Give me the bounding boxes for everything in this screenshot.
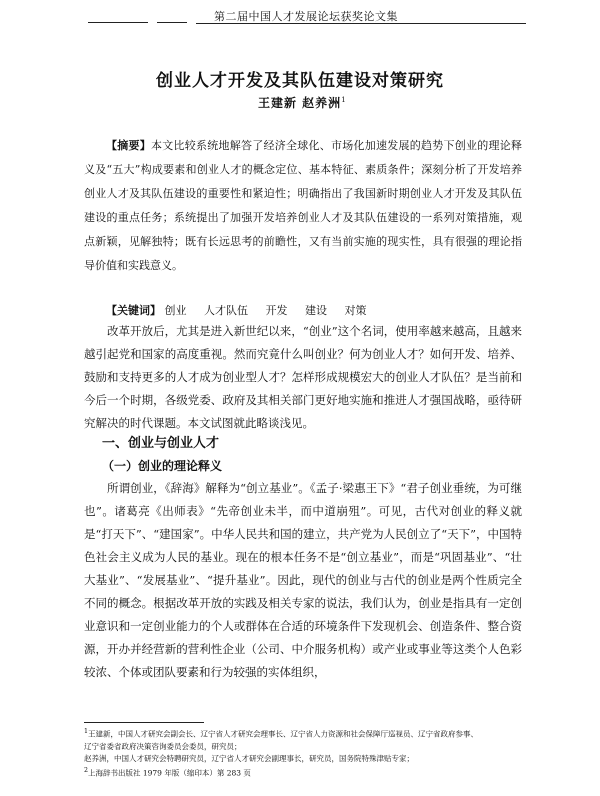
footnotes (84, 726, 524, 779)
intro-paragraph: 改革开放后，尤其是进入新世纪以来，“创业”这个名词，使用率越来越高，且越来越引起党和国家的高度重视。然而究竟什么叫创业？何为创业人才？如何开发、培养、鼓励和支持更多的人才成为创业型人才？怎样形成规模宏大的创业人才队伍？是当前和今后一个时期，各级党委、政府及其相关部门更好地实施和推进人才强国战略，亟待研究解决的时代课题。本文试图就此略谈浅见。 (84, 324, 522, 430)
paper-title: 创业人才开发及其队伍建设对策研究 (156, 71, 444, 91)
subsection-heading: （一）创业的理论释义 (102, 459, 223, 473)
header-rule-mid (157, 22, 187, 23)
header-rule-left (88, 22, 148, 23)
keyword: 开发 (265, 304, 288, 317)
running-header (0, 8, 600, 24)
keyword: 建设 (305, 304, 327, 317)
section-heading: 一、创业与创业人才 (102, 436, 220, 451)
abstract-label: 【摘要】 (106, 139, 151, 152)
author-names: 王建新 赵养洲 (258, 96, 342, 110)
section-body: 所谓创业，《辞海》解释为“创立基业”。《孟子·梁惠王下》“君子创业垂统，为可继也”。诸葛亮《出师表》“先帝创业未半，而中道崩殂”。可见，古代对创业的释义就是“打天下”、“建国家”。中华人民共和国的建立，共产党为人民创立了“天下”，中国特色社会主义成为人民的基业。现在的根本任务不是“创立基业”，而是“巩固基业”、“壮大基业”、“发展基业”、“提升基业”。因此，现代的创业与古代的创业是两个性质完全不同的概念。根据改革开放的实践及相关专家的说法，我们认为，创业是指具有一定创业意识和一定创业能力的个人或群体在合适的环境条件下发现机会、创造条件、整合资源，开办并经营新的营利性企业（公司、中介服务机构）或产业或事业等这类个人色彩较浓、个体或团队要素和行为较强的实体组织， (84, 481, 522, 679)
footnote: $^2$上海辞书出版社 1979 年版（缩印本）第 283 页 (84, 766, 251, 777)
abstract (84, 134, 522, 278)
running-title: 第二届中国人才发展论坛获奖论文集 (214, 10, 398, 23)
footnote: 辽宁省委省政府决策咨询委员会委员，研究员； (84, 741, 242, 751)
keywords-label: 【关键词】 (106, 304, 161, 317)
footnote: $^1$王建新，中国人才研究会副会长、辽宁省人才研究会理事长、辽宁省人力资源和社会保障厅巡视员、辽宁省政府参事、 (84, 728, 478, 739)
footnote: 赵养洲，中国人才研究会特聘研究员，辽宁省人才研究会副理事长，研究员，国务院特殊津贴专家； (84, 753, 414, 763)
footnote-rule (84, 722, 204, 723)
keyword: 对策 (344, 304, 367, 317)
keywords (106, 302, 381, 318)
author-footnote-mark: 1 (341, 96, 347, 104)
keyword: 创业 (164, 304, 187, 317)
abstract-text: 本文比较系统地解答了经济全球化、市场化加速发展的趋势下创业的理论释义及“五大”构成要素和创业人才的概念定位、基本特征、素质条件；深刻分析了开发培养创业人才及其队伍建设的重要性和紧迫性；明确指出了我国新时期创业人才开发及其队伍建设的重点任务；系统提出了加强开发培养创业人才及其队伍建设的一系列对策措施，观点新颖，见解独特；既有长远思考的前瞻性，又有当前实施的现实性，具有很强的理论指导价值和实践意义。 (84, 139, 522, 272)
authors (258, 94, 347, 111)
keyword: 人才队伍 (204, 304, 248, 317)
